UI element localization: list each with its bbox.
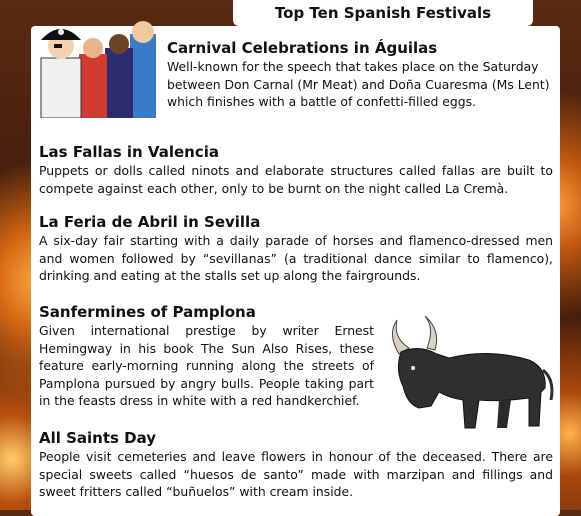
section-heading: All Saints Day bbox=[39, 429, 157, 447]
section-heading: Sanfermines of Pamplona bbox=[39, 303, 256, 321]
section-text: Well-known for the speech that takes place on the Saturday between Don Carnal (Mr Meat) and Doña Cuaresma (Ms Lent) which finishes with a battle of confetti-filled eggs. bbox=[167, 59, 550, 109]
section-heading: Carnival Celebrations in Águilas bbox=[167, 39, 438, 57]
section-heading: Las Fallas in Valencia bbox=[39, 143, 219, 161]
bull-illustration bbox=[379, 314, 557, 434]
section-text: A six-day fair starting with a daily parade of horses and flamenco-dressed men and women followed by “sevillanas” (a traditional dance similar to flamenco), drinking and eating at the stalls set up along the fairgrounds. bbox=[39, 233, 553, 283]
page-title: Top Ten Spanish Festivals bbox=[233, 0, 533, 26]
section-text: Puppets or dolls called ninots and elaborate structures called fallas are built to compete against each other, only to be burnt on the night called La Cremà. bbox=[39, 163, 553, 196]
costumed-children-illustration bbox=[35, 14, 165, 118]
section-sanfermines bbox=[39, 302, 374, 410]
section-feria bbox=[39, 212, 553, 285]
section-all-saints bbox=[39, 428, 553, 501]
section-text: Given international prestige by writer Ernest Hemingway in his book The Sun Also Rises, these feature early-morning running along the streets of Pamplona pursued by angry bulls. People taking part in the feasts dress in white with a red handkerchief. bbox=[39, 323, 374, 408]
content-card bbox=[31, 26, 560, 516]
section-heading: La Feria de Abril in Sevilla bbox=[39, 213, 261, 231]
section-text: People visit cemeteries and leave flowers in honour of the deceased. There are special sweets called “huesos de santo” made with marzipan and fillings and sweet fritters called “buñuelos” with cream inside. bbox=[39, 449, 553, 499]
section-carnival bbox=[167, 38, 553, 111]
section-fallas bbox=[39, 142, 553, 197]
